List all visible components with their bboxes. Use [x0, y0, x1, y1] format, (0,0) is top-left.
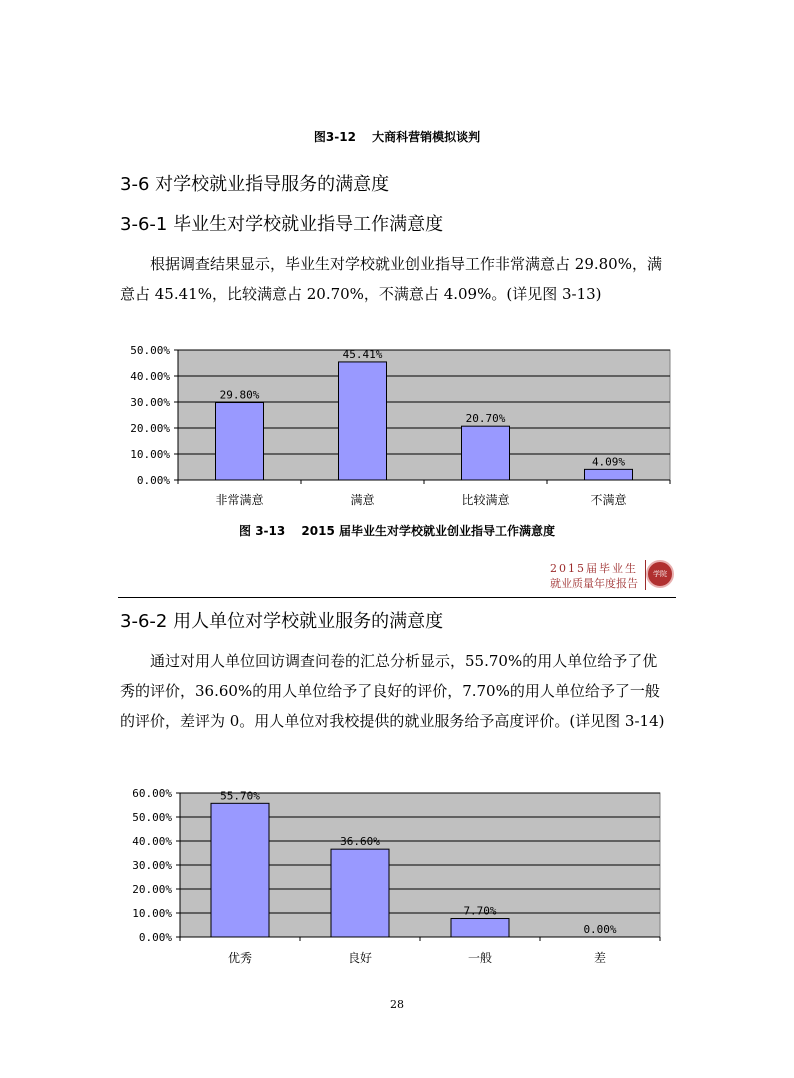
- chart-3-14: [108, 782, 684, 972]
- bar: [211, 803, 269, 937]
- y-tick-label: 60.00%: [132, 787, 172, 800]
- x-tick-label: 一般: [467, 951, 493, 965]
- chart-3-13-svg: [108, 338, 684, 513]
- data-label: 29.80%: [219, 388, 260, 402]
- x-tick-label: 比较满意: [461, 493, 510, 507]
- brand-line-2: 就业质量年度报告: [550, 577, 638, 590]
- bar: [216, 403, 264, 480]
- y-tick-label: 40.00%: [130, 370, 170, 383]
- report-brand: [540, 558, 676, 594]
- x-tick-label: 满意: [350, 493, 375, 507]
- y-tick-label: 0.00%: [138, 931, 172, 944]
- y-tick-label: 50.00%: [132, 811, 172, 824]
- bar: [331, 849, 389, 937]
- chart-3-14-svg: [108, 782, 684, 972]
- x-tick-label: 良好: [347, 951, 373, 965]
- data-label: 7.70%: [463, 904, 497, 918]
- y-tick-label: 40.00%: [132, 835, 172, 848]
- figure-3-12-caption: 图3-12 大商科营销模拟谈判: [313, 130, 481, 144]
- school-seal-icon: [646, 560, 674, 588]
- data-label: 0.00%: [583, 923, 617, 936]
- x-tick-label: 不满意: [590, 493, 627, 507]
- brand-line-1: 2015届毕业生: [550, 562, 638, 575]
- bar: [462, 426, 510, 480]
- subsection-2-paragraph: 通过对用人单位回访调查问卷的汇总分析显示，55.70%的用人单位给予了优秀的评价，36.60%的用人单位给予了良好的评价，7.70%的用人单位给予了一般的评价，差评为 0。用人单位对我校提供的就业服务给予高度评价。(详见图 3-14): [120, 652, 665, 730]
- y-tick-label: 0.00%: [136, 474, 170, 487]
- data-label: 45.41%: [342, 347, 383, 361]
- y-tick-label: 10.00%: [130, 448, 170, 461]
- bar: [585, 469, 633, 480]
- data-label: 20.70%: [465, 412, 506, 426]
- bar: [451, 919, 509, 937]
- section-heading: 3-6 对学校就业指导服务的满意度: [120, 174, 390, 195]
- data-label: 4.09%: [591, 455, 626, 469]
- y-tick-label: 20.00%: [130, 422, 170, 435]
- y-tick-label: 50.00%: [130, 344, 170, 357]
- y-tick-label: 20.00%: [132, 883, 172, 896]
- y-tick-label: 30.00%: [132, 859, 172, 872]
- page-number: 28: [390, 998, 404, 1011]
- y-tick-label: 10.00%: [132, 907, 172, 920]
- subsection-1-heading: 3-6-1 毕业生对学校就业指导工作满意度: [120, 214, 444, 235]
- header-divider: [118, 597, 676, 598]
- figure-3-13-caption: 图 3-13 2015 届毕业生对学校就业创业指导工作满意度: [239, 524, 555, 538]
- data-label: 55.70%: [220, 789, 260, 803]
- x-tick-label: 非常满意: [215, 493, 264, 507]
- x-tick-label: 优秀: [227, 951, 253, 965]
- y-tick-label: 30.00%: [130, 396, 170, 409]
- bar: [339, 362, 387, 480]
- chart-3-13: [108, 338, 684, 513]
- seal-text: 学院: [653, 570, 667, 578]
- x-tick-label: 差: [593, 951, 607, 965]
- subsection-2-heading: 3-6-2 用人单位对学校就业服务的满意度: [120, 611, 444, 632]
- subsection-1-paragraph: 根据调查结果显示，毕业生对学校就业创业指导工作非常满意占 29.80%，满意占 45.41%，比较满意占 20.70%，不满意占 4.09%。(详见图 3-13): [120, 255, 662, 303]
- data-label: 36.60%: [340, 835, 380, 849]
